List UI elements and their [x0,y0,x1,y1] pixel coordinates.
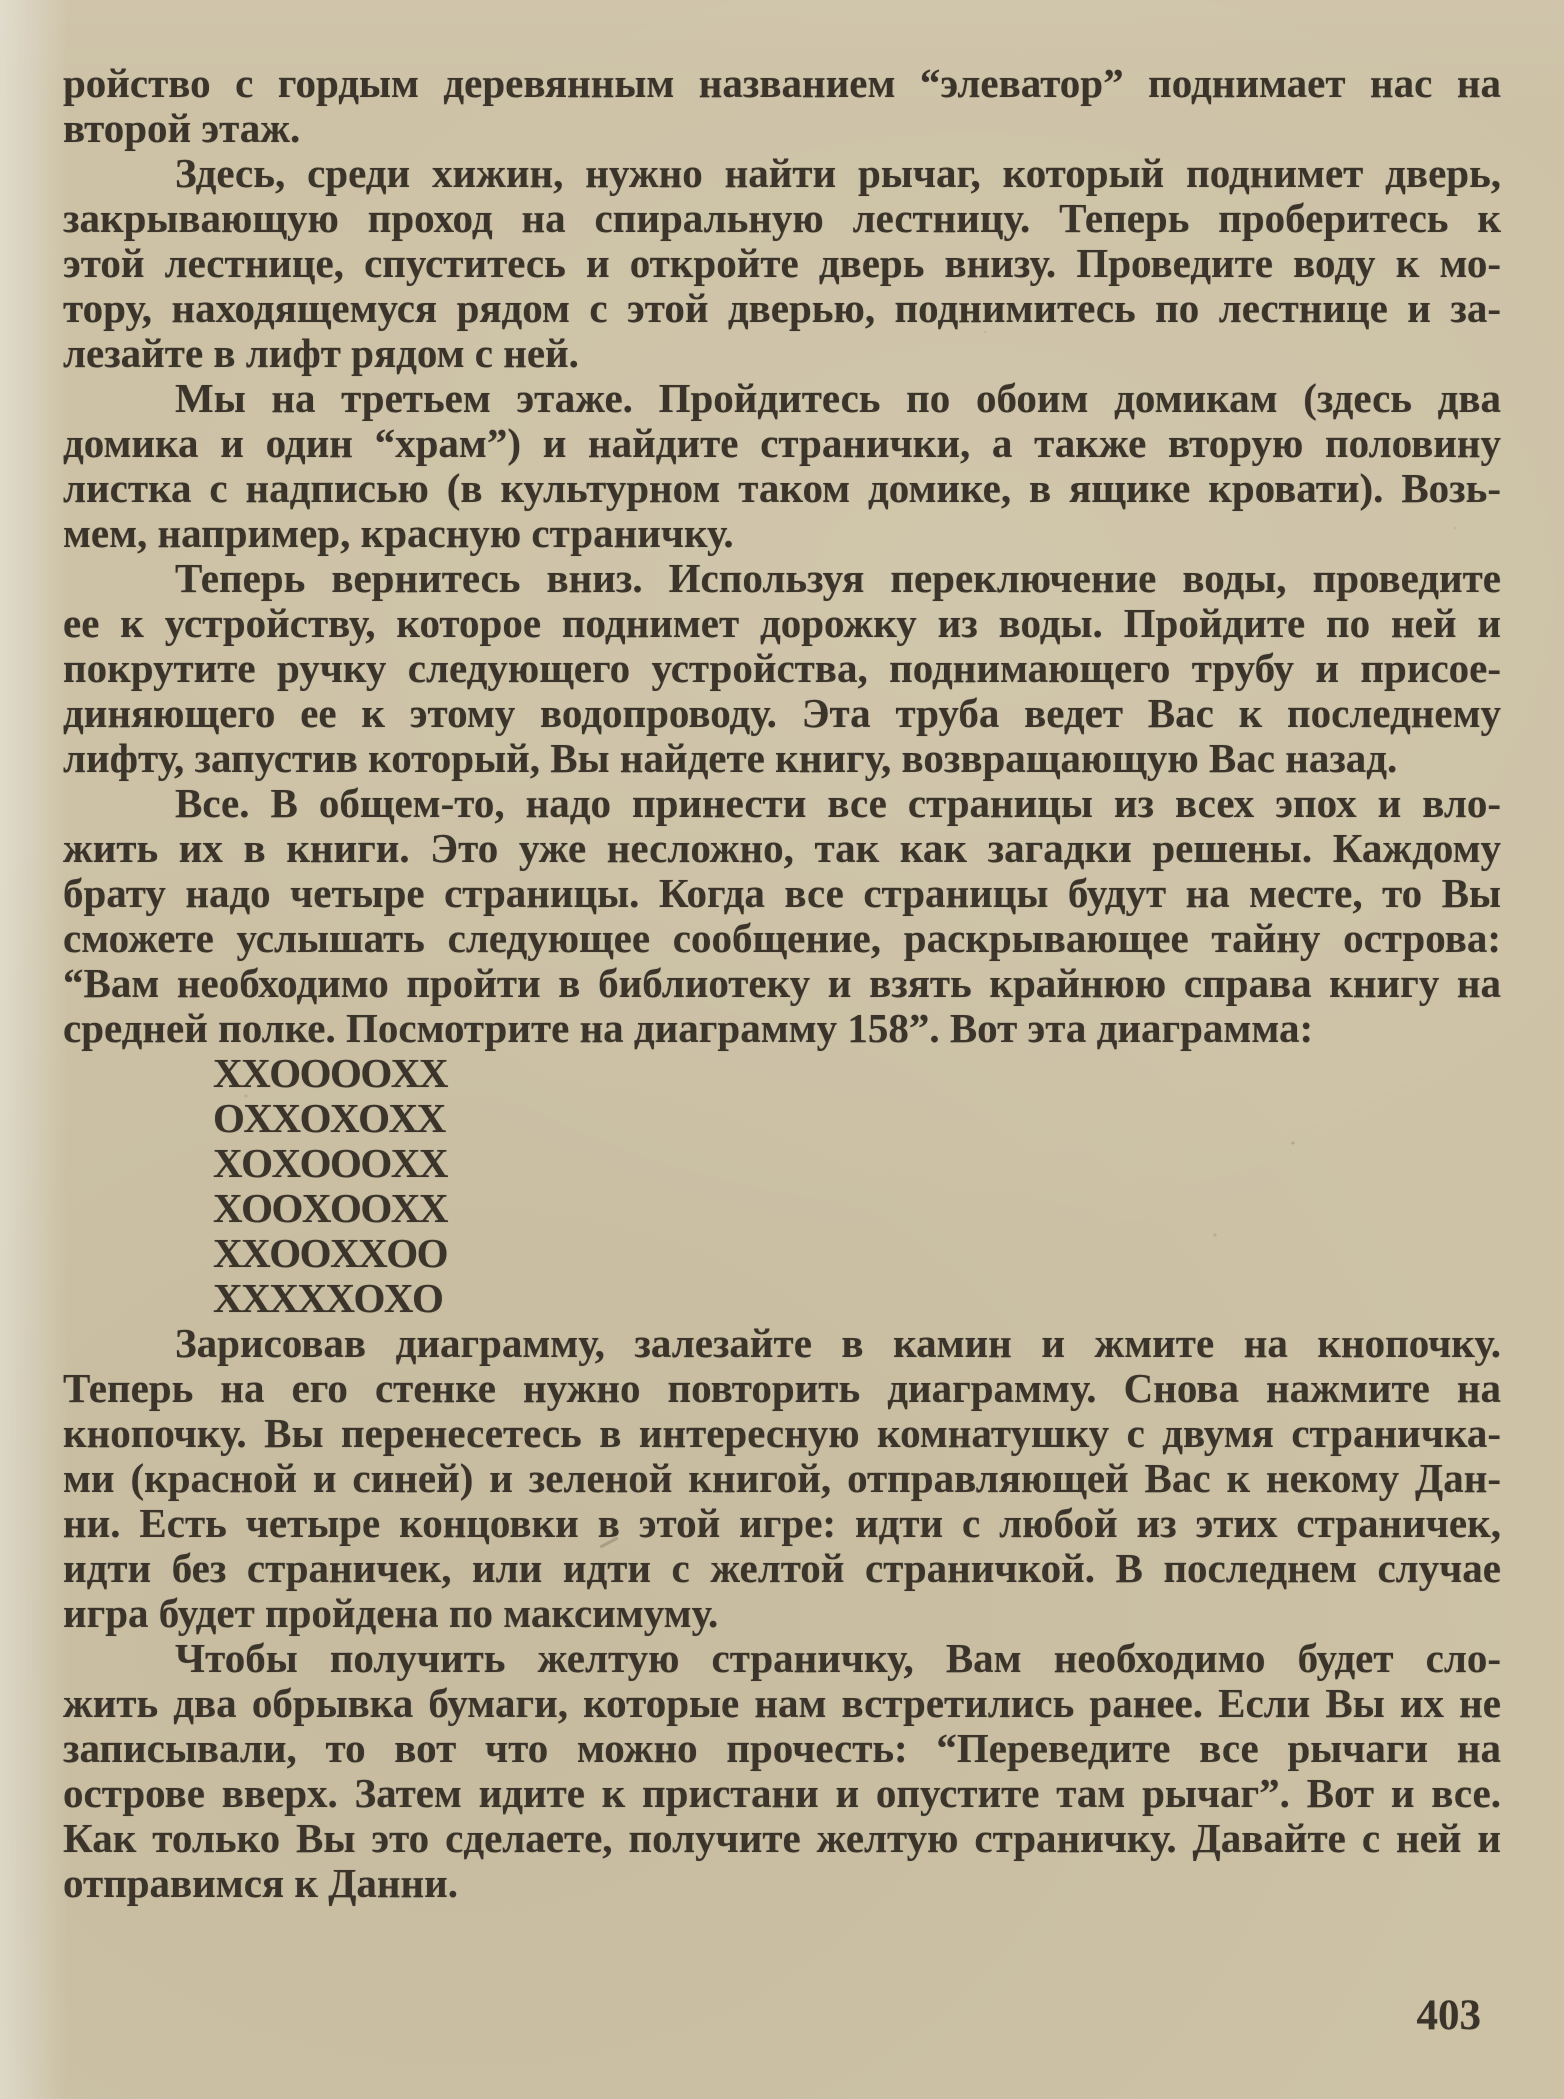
text-line: Теперь вернитесь вниз. Используя переключение воды, проведите [175,555,1501,601]
paragraph [63,61,1501,151]
text-line: жить два обрывка бумаги, которые нам встретились ранее. Если Вы их не [63,1680,1501,1726]
text-line: закрывающую проход на спиральную лестницу. Теперь проберитесь к [63,195,1501,241]
text-line: второй этаж. [63,105,301,151]
text-line: Как только Вы это сделаете, получите желтую страничку. Давайте с ней и [63,1815,1501,1861]
diagram-line: XOOXOOXX [213,1185,447,1231]
paragraph [63,1321,1501,1636]
text-line: игра будет пройдена по максимуму. [63,1590,719,1636]
text-line: лезайте в лифт рядом с ней. [63,330,579,376]
diagram-line: XXOOOOXX [213,1050,447,1096]
text-line: жить их в книги. Это уже несложно, так как загадки решены. Каждому [63,825,1501,871]
text-line: Теперь на его стенке нужно повторить диаграмму. Снова нажмите на [63,1365,1501,1411]
text-line: Здесь, среди хижин, нужно найти рычаг, который поднимет дверь, [175,150,1501,196]
xo-diagram [63,1051,1501,1321]
diagram-line: XXXXXOXO [213,1275,443,1321]
text-line: лифту, запустив который, Вы найдете книгу, возвращающую Вас назад. [63,735,1398,781]
paragraph [63,151,1501,376]
paragraph [63,556,1501,781]
diagram-line: OXXOXOXX [213,1095,445,1141]
diagram-line: XOXOOOXX [213,1140,447,1186]
text-line: брату надо четыре страницы. Когда все страницы будут на месте, то Вы [63,870,1501,916]
text-line: Мы на третьем этаже. Пройдитесь по обоим домикам (здесь два [175,375,1501,421]
text-line: сможете услышать следующее сообщение, раскрывающее тайну острова: [63,915,1501,961]
text-line: ми (красной и синей) и зеленой книгой, отправляющей Вас к некому Дан- [63,1455,1501,1501]
text-line: мем, например, красную страничку. [63,510,734,556]
text-line: средней полке. Посмотрите на диаграмму 158”. Вот эта диаграмма: [63,1005,1314,1051]
page-text-block [63,61,1501,1906]
text-line: кнопочку. Вы перенесетесь в интересную комнатушку с двумя страничка- [63,1410,1501,1456]
diagram-line: XXOOXXOO [213,1230,447,1276]
paragraph [63,1636,1501,1906]
text-line: тору, находящемуся рядом с этой дверью, поднимитесь по лестнице и за- [63,285,1501,331]
text-line: идти без страничек, или идти с желтой страничкой. В последнем случае [63,1545,1501,1591]
text-line: диняющего ее к этому водопроводу. Эта труба ведет Вас к последнему [63,690,1501,736]
text-line: ни. Есть четыре концовки в этой игре: идти с любой из этих страничек, [63,1500,1501,1546]
page-number: 403 [1416,1992,1481,2039]
text-line: Чтобы получить желтую страничку, Вам необходимо будет сло- [175,1635,1501,1681]
text-line: Все. В общем-то, надо принести все страницы из всех эпох и вло- [175,780,1501,826]
text-line: домика и один “храм”) и найдите странички, а также вторую половину [63,420,1501,466]
text-line: записывали, то вот что можно прочесть: “Переведите все рычаги на [63,1725,1501,1771]
text-line: покрутите ручку следующего устройства, поднимающего трубу и присое- [63,645,1501,691]
text-line: ее к устройству, которое поднимет дорожку из воды. Пройдите по ней и [63,600,1501,646]
paragraph [63,376,1501,556]
text-line: отправимся к Данни. [63,1860,459,1906]
text-line: этой лестнице, спуститесь и откройте дверь внизу. Проведите воду к мо- [63,240,1501,286]
text-line: Зарисовав диаграмму, залезайте в камин и жмите на кнопочку. [175,1320,1501,1366]
text-line: острове вверх. Затем идите к пристани и опустите там рычаг”. Вот и все. [63,1770,1501,1816]
text-line: ройство с гордым деревянным названием “элеватор” поднимает нас на [63,60,1501,106]
paragraph [63,781,1501,1051]
text-line: листка с надписью (в культурном таком домике, в ящике кровати). Возь- [63,465,1501,511]
text-line: “Вам необходимо пройти в библиотеку и взять крайнюю справа книгу на [63,960,1501,1006]
